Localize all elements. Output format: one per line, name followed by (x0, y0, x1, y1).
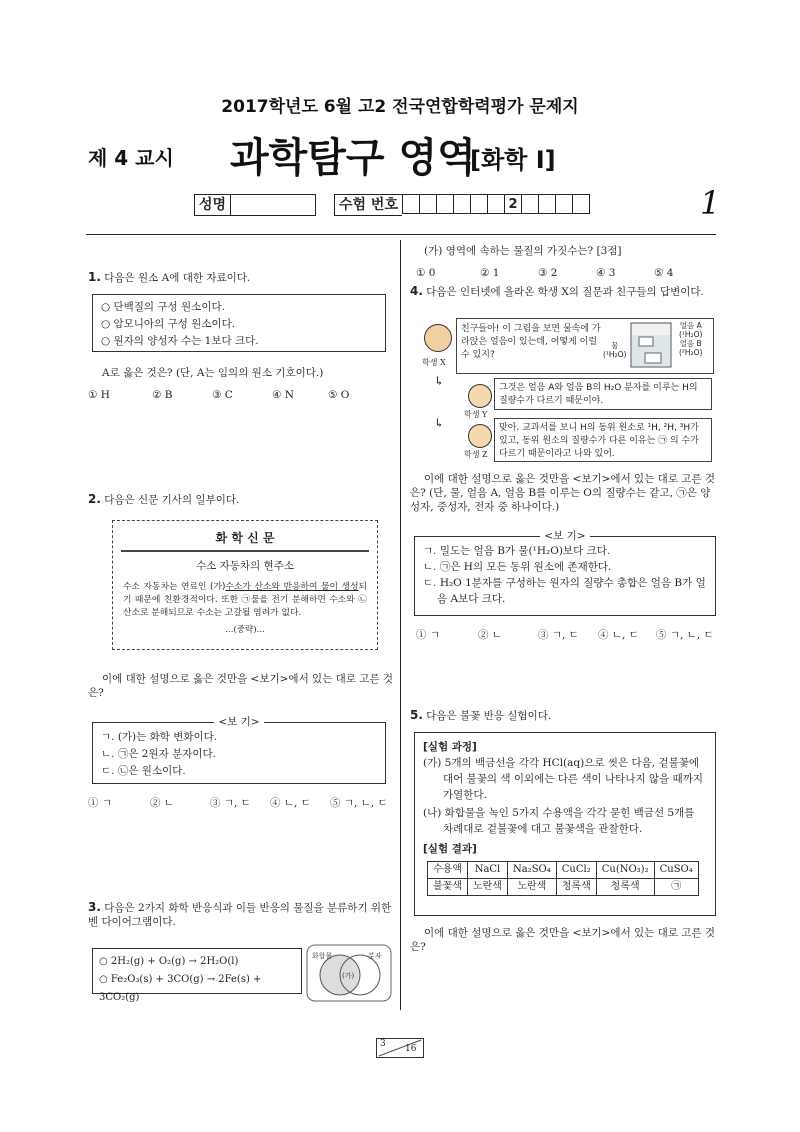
question-1: 1. 다음은 원소 A에 대한 자료이다. (88, 270, 251, 284)
period-label: 제 4 교시 (88, 146, 174, 170)
reply-arrow-icon: ↳ (434, 374, 445, 388)
student-z-avatar (468, 424, 492, 448)
header-divider (86, 234, 716, 235)
page-current: 3 (380, 1039, 386, 1049)
question-4: 4. 다음은 인터넷에 올라온 학생 X의 질문과 친구들의 답변이다. (410, 284, 704, 298)
q1-question: A로 옳은 것은? (단, A는 임의의 원소 기호이다.) (102, 367, 324, 379)
venn-left-label: 화합물 (312, 952, 333, 960)
page-total: 16 (405, 1044, 417, 1054)
student-y-speech: 그것은 얼음 A와 얼음 B의 H₂O 분자를 이루는 H의 질량수가 다르기 때문이야. (494, 378, 712, 410)
student-z-speech: 맞아. 교과서를 보니 H의 동위 원소로 ¹H, ²H, ³H가 있고, 동위 원소의 질량수가 다른 이유는 ㉠ 의 수가 다르기 때문이라고 나와 있어. (494, 418, 712, 462)
exam-number-label: 수험 번호 (334, 194, 402, 216)
table-row: 불꽃색 노란색 노란색 청록색 청록색 ㉠ (428, 879, 699, 896)
subject-subtitle: [화학 Ⅰ] (470, 146, 556, 174)
column-divider (400, 240, 401, 1010)
q5-question: 이에 대한 설명으로 옳은 것만을 <보기>에서 있는 대로 고른 것은? (410, 927, 716, 953)
q2-question: 이에 대한 설명으로 옳은 것만을 <보기>에서 있는 대로 고른 것은? (88, 673, 394, 699)
news-title: 화 학 신 문 (215, 531, 275, 545)
question-5: 5. 다음은 불꽃 반응 실험이다. (410, 708, 552, 722)
news-more: …(중략)… (224, 625, 266, 635)
procedure-b: (나) 화합물을 녹인 5가지 수용액을 각각 묻힌 백금선 5개를 차례대로 겉불꽃에 대고 불꽃색을 관찰한다. (423, 807, 695, 835)
q5-experiment-box (414, 732, 716, 916)
q4-bogi-box: <보 기> ㄱ. 밀도는 얼음 B가 물(¹H₂O)보다 크다. ㄴ. ㉠은 H의 모든 동위 원소에 존재한다. ㄷ. H₂O 1분자를 구성하는 원자의 질량수 총합은 얼음 B가 얼음 A보다 크다. (414, 536, 716, 616)
q3-equations-box: ○ 2H₂(g) + O₂(g) → 2H₂O(l) ○ Fe₂O₃(s) + 3CO(g) → 2Fe(s) + 3CO₂(g) (92, 948, 302, 994)
table-row: 수용액 NaCl Na₂SO₄ CuCl₂ Cu(NO₃)₂ CuSO₄ (428, 862, 699, 879)
exam-number-field (334, 194, 590, 216)
q2-bogi-box: <보 기> ㄱ. (가)는 화학 변화이다. ㄴ. ㉠은 2원자 분자이다. ㄷ. ㉡은 원소이다. (92, 722, 386, 784)
subject-title: 과학탐구 영역 (230, 135, 476, 181)
question-2: 2. 다음은 신문 기사의 일부이다. (88, 492, 240, 506)
news-body: 수소 자동차는 연료인 (가)수소가 산소와 반응하여 물이 생성되기 때문에 친환경적이다. 또한 ㉠물을 전기 분해하면 수소와 ㉡산소로 분해되므로 수소는 고갈될 염려가 없다. (123, 582, 367, 618)
student-y-label: 학생 Y (464, 410, 488, 419)
venn-right-label: 분자 (368, 952, 382, 960)
exam-number-digit: 2 (504, 194, 522, 214)
student-x-label: 학생 X (422, 358, 446, 367)
venn-mid-label: (가) (342, 972, 355, 980)
procedure-title: [실험 과정] (423, 741, 477, 753)
name-label: 성명 (194, 194, 230, 216)
q4-question: 이에 대한 설명으로 옳은 것만을 <보기>에서 있는 대로 고른 것은? (단, 물, 얼음 A, 얼음 B를 이루는 O의 질량수는 같고, ㉠은 양성자, 중성자, 전자 중 하나이다.) (410, 473, 716, 513)
student-y-avatar (468, 384, 492, 408)
beaker-icon (627, 321, 677, 369)
exam-title: 2017학년도 6월 고2 전국연합학력평가 문제지 (221, 97, 579, 117)
result-table (427, 861, 699, 896)
name-field (194, 194, 316, 216)
q4-qa-figure (418, 316, 718, 466)
q2-news-clipping (112, 520, 378, 650)
q1-facts-box: ○ 단백질의 구성 원소이다. ○ 암모니아의 구성 원소이다. ○ 원자의 양성자 수는 1보다 크다. (92, 294, 386, 352)
page-number: 1 (700, 184, 721, 222)
venn-diagram (306, 944, 392, 1002)
page-counter (376, 1038, 424, 1058)
q3-question: (가) 영역에 속하는 물질의 가짓수는? [3점] (424, 245, 622, 257)
news-headline: 수소 자동차의 현주소 (196, 560, 294, 572)
reply-arrow-icon: ↳ (434, 416, 445, 430)
name-box (230, 194, 316, 216)
student-x-avatar (424, 324, 452, 352)
student-z-label: 학생 Z (464, 450, 488, 459)
question-3: 3. 다음은 2가지 화학 반응식과 이들 반응의 물질을 분류하기 위한 벤 다이어그램이다. (88, 900, 392, 928)
procedure-a: (가) 5개의 백금선을 각각 HCl(aq)으로 씻은 다음, 겉불꽃에 대어 불꽃의 색 이외에는 다른 색이 나타나지 않을 때까지 가열한다. (423, 757, 703, 801)
result-title: [실험 결과] (423, 843, 477, 855)
student-x-speech: 친구들아! 이 그림을 보면 물속에 가라앉은 얼음이 있는데, 어떻게 이럴 수 있지? 물 (¹H₂O) 얼음 A (¹H₂O) 얼음 B (²H₂O) (456, 318, 714, 374)
